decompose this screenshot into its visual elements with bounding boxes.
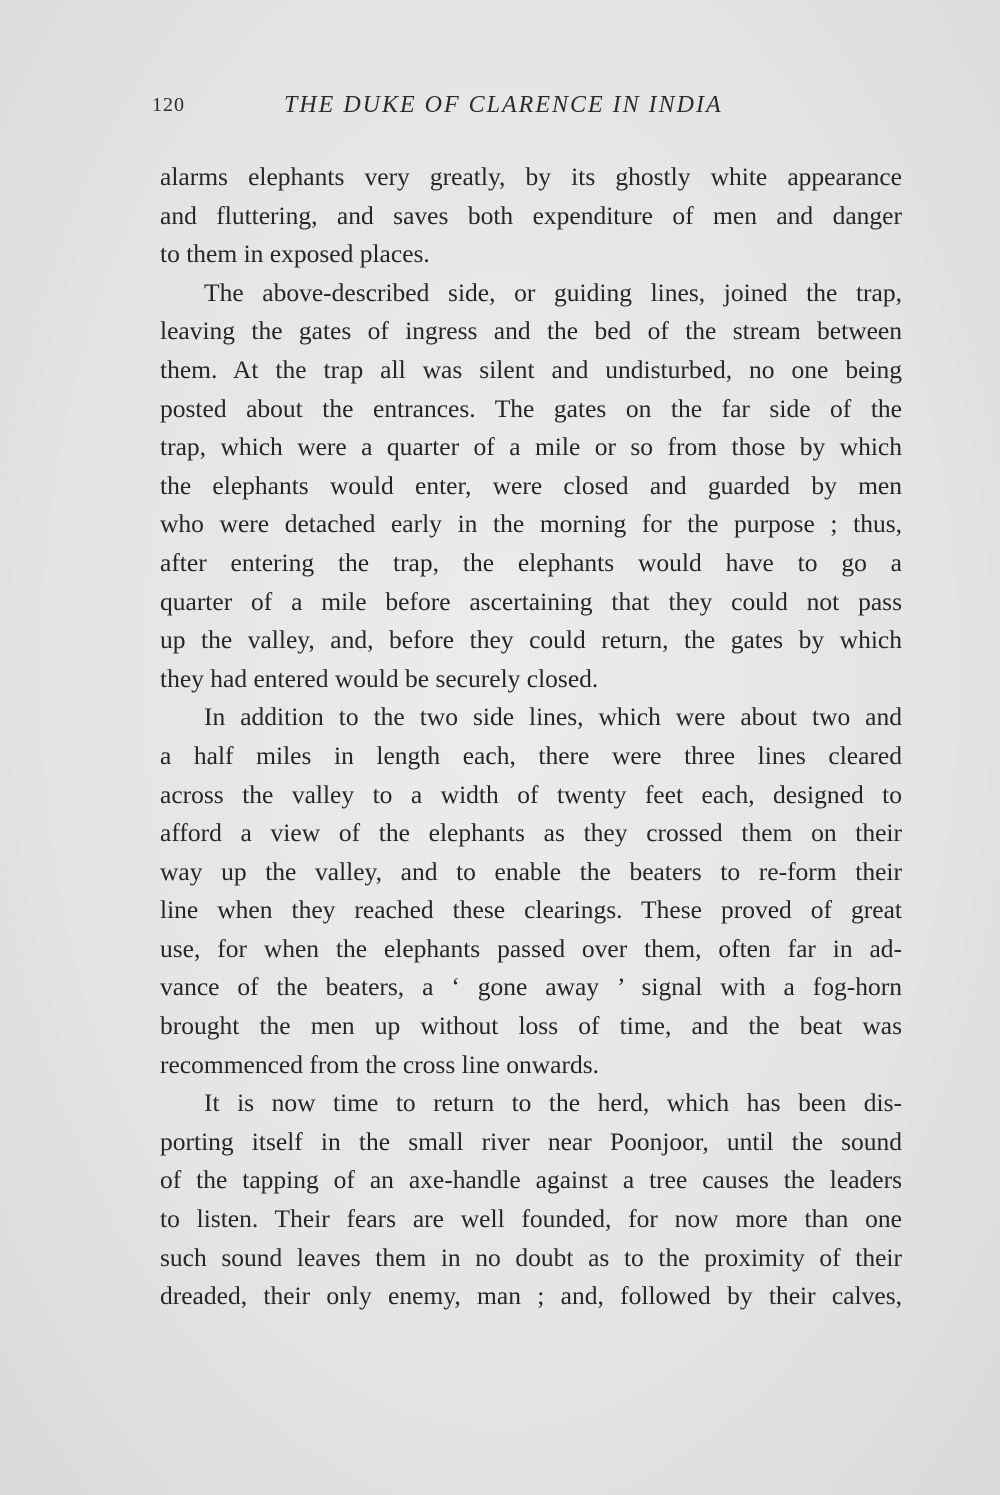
text-line: leaving the gates of ingress and the bed of the stream between	[160, 316, 902, 346]
text-line: of the tapping of an axe-handle against a tree causes the leaders	[160, 1165, 902, 1195]
text-line: after entering the trap, the elephants would have to go a	[160, 547, 902, 577]
text-line: brought the men up without loss of time, and the beat was	[160, 1011, 902, 1041]
text-line: In addition to the two side lines, which were about two and	[204, 702, 902, 732]
text-line: them. At the trap all was silent and undisturbed, no one being	[160, 354, 902, 384]
text-line: who were detached early in the morning for the purpose ; thus,	[160, 509, 902, 539]
text-line: trap, which were a quarter of a mile or so from those by which	[160, 432, 902, 462]
text-line: recommenced from the cross line onwards.	[160, 1049, 600, 1079]
text-line: across the valley to a width of twenty feet each, designed to	[160, 779, 902, 809]
text-line: and fluttering, and saves both expenditure of men and danger	[160, 200, 902, 230]
text-line: posted about the entrances. The gates on the far side of the	[160, 393, 902, 423]
page-number: 120	[152, 94, 185, 116]
text-line: use, for when the elephants passed over them, often far in ad-	[160, 933, 902, 963]
text-line: to listen. Their fears are well founded, for now more than one	[160, 1204, 902, 1234]
text-line: such sound leaves them in no doubt as to the proximity of their	[160, 1242, 902, 1272]
body-text	[160, 158, 902, 1316]
paragraph	[160, 1084, 902, 1316]
page-header	[148, 92, 788, 132]
paragraph	[160, 274, 902, 699]
text-line: line when they reached these clearings. These proved of great	[160, 895, 902, 925]
text-line: alarms elephants very greatly, by its ghostly white appearance	[160, 162, 902, 191]
text-line: It is now time to return to the herd, which has been dis-	[204, 1088, 902, 1118]
text-line: they had entered would be securely closed.	[160, 663, 599, 693]
text-line: way up the valley, and to enable the beaters to re-form their	[160, 856, 902, 886]
text-line: dreaded, their only enemy, man ; and, followed by their calves,	[160, 1281, 902, 1311]
running-head: THE DUKE OF CLARENCE IN INDIA	[284, 92, 723, 118]
text-line: a half miles in length each, there were three lines cleared	[160, 740, 902, 770]
text-line: The above-described side, or guiding lines, joined the trap,	[204, 277, 902, 307]
text-line: porting itself in the small river near Poonjoor, until the sound	[160, 1126, 902, 1156]
text-line: quarter of a mile before ascertaining that they could not pass	[160, 586, 902, 616]
text-line: vance of the beaters, a ‘ gone away ’ signal with a fog-horn	[160, 972, 902, 1002]
text-line: to them in exposed places.	[160, 239, 430, 269]
paragraph	[160, 158, 902, 274]
text-line: up the valley, and, before they could return, the gates by which	[160, 625, 902, 655]
text-line: afford a view of the elephants as they crossed them on their	[160, 818, 902, 848]
paragraph	[160, 698, 902, 1084]
text-line: the elephants would enter, were closed and guarded by men	[160, 470, 902, 500]
